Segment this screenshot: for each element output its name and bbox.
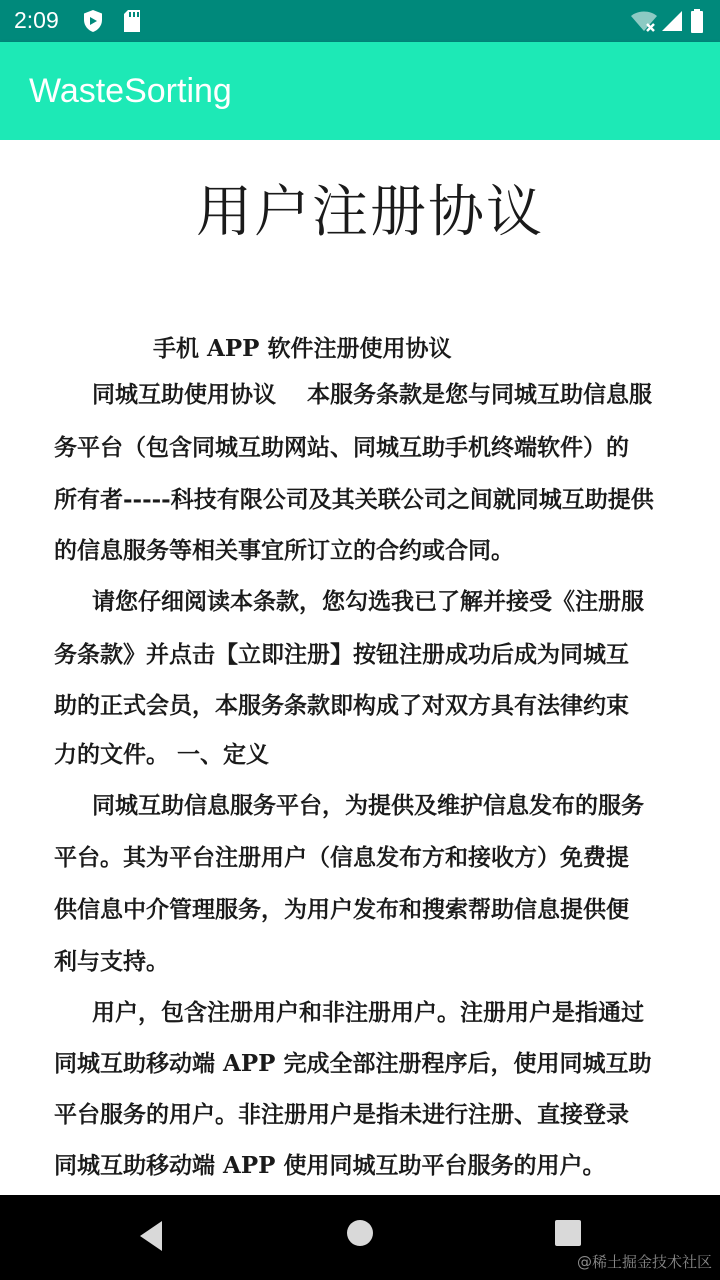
home-button[interactable] <box>344 1216 376 1256</box>
back-button[interactable] <box>136 1216 166 1256</box>
paragraph-line: 同城互助移动端 APP 使用同城互助平台服务的用户。 <box>54 1152 606 1179</box>
paragraph-line: 的信息服务等相关事宜所订立的合约或合同。 <box>54 537 514 564</box>
paragraph-line: 同城互助信息服务平台，为提供及维护信息发布的服务 <box>92 792 644 819</box>
status-bar <box>0 0 720 42</box>
paragraph-line: 助的正式会员，本服务条款即构成了对双方具有法律约束 <box>54 692 629 719</box>
paragraph-line: 平台服务的用户。非注册用户是指未进行注册、直接登录 <box>54 1101 629 1128</box>
wifi-off-icon <box>630 9 658 33</box>
navigation-bar <box>0 1195 720 1280</box>
recents-button[interactable] <box>553 1216 583 1256</box>
shield-icon <box>82 9 104 33</box>
document-title: 用户注册协议 <box>196 180 544 245</box>
document-subtitle: 手机 APP 软件注册使用协议 <box>153 335 452 362</box>
battery-icon <box>690 9 704 33</box>
cell-signal-icon <box>660 9 684 33</box>
paragraph-line: 同城互助使用协议 本服务条款是您与同城互助信息服 <box>92 381 653 408</box>
app-bar <box>0 42 720 140</box>
paragraph-line: 务条款》并点击【立即注册】按钮注册成功后成为同城互 <box>54 641 629 668</box>
paragraph-line: 同城互助移动端 APP 完成全部注册程序后，使用同城互助 <box>54 1050 652 1077</box>
paragraph-line: 用户，包含注册用户和非注册用户。注册用户是指通过 <box>92 999 644 1026</box>
app-title: WasteSorting <box>29 72 232 110</box>
paragraph-line: 所有者-----科技有限公司及其关联公司之间就同城互助提供 <box>54 486 654 513</box>
paragraph-line: 务平台（包含同城互助网站、同城互助手机终端软件）的 <box>54 434 629 461</box>
status-time: 2:09 <box>14 7 59 33</box>
paragraph-line: 供信息中介管理服务，为用户发布和搜索帮助信息提供便 <box>54 896 629 923</box>
agreement-document[interactable] <box>0 140 720 1195</box>
paragraph-line: 请您仔细阅读本条款，您勾选我已了解并接受《注册服 <box>92 588 644 615</box>
sd-card-icon <box>122 9 142 33</box>
paragraph-line: 力的文件。 一、定义 <box>54 741 270 768</box>
paragraph-line: 平台。其为平台注册用户（信息发布方和接收方）免费提 <box>54 844 629 871</box>
watermark: @稀土掘金技术社区 <box>576 1253 712 1271</box>
paragraph-line: 利与支持。 <box>54 948 169 975</box>
